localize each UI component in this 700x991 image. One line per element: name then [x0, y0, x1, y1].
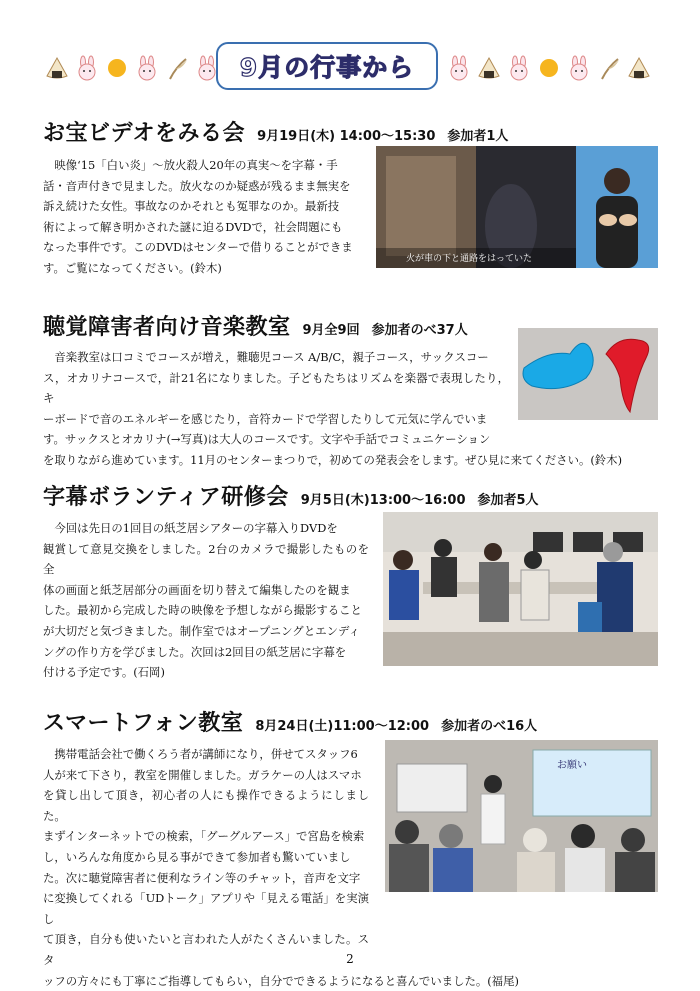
- body-line: ングの作り方を学びました。次回は2回目の紙芝居に字幕を: [43, 644, 347, 659]
- body-line: し，いろんな角度から見る事ができて参加者も驚いていまし: [43, 849, 351, 864]
- rabbit-icon: [74, 55, 100, 81]
- banner-title: 9月の行事から: [239, 53, 415, 82]
- video-caption: 火が車の下と通路をはっていた: [406, 254, 533, 264]
- section-body: [43, 155, 361, 279]
- section-meta: [301, 489, 551, 508]
- section-title: 聴覚障害者向け音楽教室: [43, 315, 291, 340]
- participant-count: 参加者のべ37人: [371, 323, 468, 338]
- body-line: ス，オカリナコースで，計21名になりました。子どもたちはリズムを楽器で表現したり，キ: [43, 370, 509, 406]
- body-line: 人が来て下さり，教室を開催しました。ガラケーの人はスマホ: [43, 767, 362, 782]
- section-body: [43, 744, 369, 971]
- body-line: 付ける予定です。(石岡): [43, 665, 165, 680]
- rabbit-icon: [446, 55, 472, 81]
- event-date: 9月全9回: [302, 323, 360, 338]
- video-still-photo: [376, 146, 658, 268]
- body-line: ッフの方々にも丁寧にご指導してもらい，自分でできるようになると喜んでいました。(福尾): [43, 973, 519, 988]
- body-line: を取りながら進めています。11月のセンターまつりで，初めての発表会をします。ぜひ見に来てください。(鈴木): [43, 452, 623, 467]
- page-number: 2: [346, 952, 354, 966]
- event-date: 9月5日(木)13:00～16:00: [300, 493, 466, 508]
- participant-count: 参加者5人: [477, 493, 539, 508]
- body-line: 術によって解き明かされた謎に迫るDVDで，社会問題にも: [43, 219, 343, 234]
- section-header: [43, 706, 659, 737]
- event-date: 9月19日(木) 14:00～15:30: [257, 129, 436, 144]
- body-line: 訴え続けた女性。事故なのかそれとも冤罪なのか。最新技: [43, 199, 340, 214]
- body-line: 観賞して意見交換をしました。2台のカメラで撮影したものを全: [43, 541, 369, 577]
- onigiri-icon: [626, 55, 652, 81]
- body-line: ーボードで音のエネルギーを感じたり，音符カードで学習したりして元気に学んでいま: [43, 411, 488, 426]
- participant-count: 参加者1人: [447, 129, 509, 144]
- section-meta: [255, 715, 549, 734]
- ocarina-photo: [518, 328, 658, 420]
- body-line: なった事件です。このDVDはセンターで借りることができま: [43, 240, 353, 255]
- section-title: お宝ビデオをみる会: [43, 121, 246, 146]
- event-date: 8月24日(土)11:00～12:00: [255, 719, 430, 734]
- body-line: 今回は先日の1回目の紙芝居シアターの字幕入りDVDを: [43, 521, 338, 535]
- section-body: [43, 518, 369, 683]
- body-line: 話・音声付きで見ました。放火なのか疑惑が残るまま無実を: [43, 178, 351, 193]
- susuki-icon: [164, 55, 190, 81]
- body-line: に変換してくれる「UDトーク」アプリや「見える電話」を実演し: [43, 891, 369, 926]
- onigiri-icon: [476, 55, 502, 81]
- page-banner: [216, 42, 438, 90]
- body-line: す。ご覧になってください。(鈴木): [43, 260, 222, 275]
- body-line: 体の画面と紙芝居部分の画面を切り替えて編集したのを観ま: [43, 582, 351, 597]
- section-header: [43, 116, 659, 147]
- susuki-icon: [596, 55, 622, 81]
- smartphone-class-photo: [385, 740, 658, 892]
- onigiri-icon: [44, 55, 70, 81]
- section-title: スマートフォン教室: [43, 711, 244, 736]
- body-line: て頂き，自分も使いたいと言われた人がたくさんいました。スタ: [43, 932, 369, 967]
- body-line: 音楽教室は口コミでコースが増え，難聴児コース A/B/C，親子コース，サックスコー: [43, 350, 489, 364]
- rabbit-icon: [566, 55, 592, 81]
- section-header: [43, 480, 659, 511]
- body-line: を貸し出して頂き，初心者の人にも操作できるようにしました。: [43, 788, 369, 823]
- slide-title: お願い: [557, 760, 587, 771]
- section-meta: [303, 319, 480, 338]
- rabbit-icon: [134, 55, 160, 81]
- body-line: す。サックスとオカリナ(→写真)は大人のコースです。文字や手話でコミュニケーション: [43, 432, 491, 447]
- workshop-photo: [383, 512, 658, 666]
- body-line: た。次に聴覚障害者に便利なライン等のチャット，音声を文字: [43, 870, 361, 885]
- section-body: [43, 347, 509, 450]
- decoration-row-left: [44, 52, 220, 84]
- moon-icon: [536, 55, 562, 81]
- participant-count: 参加者のべ16人: [441, 719, 538, 734]
- moon-icon: [104, 55, 130, 81]
- body-line: した。最初から完成した時の映像を予想しながら撮影すること: [43, 603, 362, 618]
- body-line: 携帯電話会社で働くろう者が講師になり，併せてスタッフ6: [43, 747, 358, 761]
- section-title: 字幕ボランティア研修会: [43, 485, 289, 510]
- section-meta: [257, 125, 520, 144]
- body-line: 映像‘15「白い炎」～放火殺人20年の真実～を字幕・手: [43, 158, 338, 172]
- body-line: まずインターネットでの検索，「グーグルアース」で宮島を検索: [43, 829, 365, 844]
- rabbit-icon: [506, 55, 532, 81]
- body-line: が大切だと気づきました。制作室ではオープニングとエンディ: [43, 623, 360, 638]
- decoration-row-right: [446, 52, 652, 84]
